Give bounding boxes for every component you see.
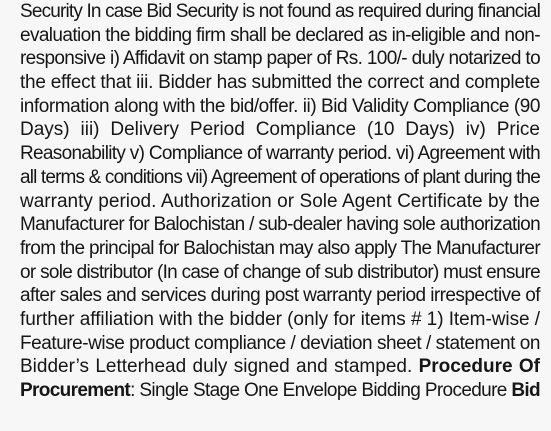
text-segment: Security In case Bid Security is not found as required during financial [20,1,540,22]
text-line [20,284,540,308]
text-segment: information along with the bid/offer. ii) Bid Validity Compliance (90 [20,95,540,117]
bold-heading-segment: Bid [511,380,540,401]
text-line [20,261,540,285]
text-line [20,308,540,332]
text-segment: the effect that iii. Bidder has submitted the correct and complete [20,72,540,94]
text-segment: from the principal for Balochistan may also apply The Manufacturer [20,237,540,259]
text-segment: warranty period. Authorization or Sole Agent Certificate by the [20,190,540,212]
bold-heading-segment: Procurement [20,380,131,401]
bold-heading-segment: Procedure Of [418,356,540,378]
text-line [20,47,540,71]
text-segment: all terms & conditions vii) Agreement of operations of plant during the [20,166,540,188]
text-line [20,379,540,403]
text-line [20,24,540,48]
text-segment: further affiliation with the bidder (only for items # 1) Item-wise / [20,308,540,330]
text-segment: responsive i) Affidavit on stamp paper of Rs. 100/- duly notarized to [20,48,540,70]
text-line [20,71,540,95]
text-segment: or sole distributor (In case of change of sub distributor) must ensure [20,261,540,283]
text-line [20,0,540,24]
text-line [20,237,540,261]
text-segment: after sales and services during post warranty period irrespective of [20,285,540,307]
tender-notice-text [20,0,540,403]
text-segment: Days) iii) Delivery Period Compliance (10 Days) iv) Price [20,119,540,141]
text-segment: Manufacturer for Balochistan / sub-dealer having sole authorization [20,214,540,236]
text-segment: : Single Stage One Envelope Bidding Procedure [130,380,512,401]
text-line [20,213,540,237]
text-line [20,190,540,214]
text-segment: Bidder’s Letterhead duly signed and stamped. [20,356,419,378]
text-line [20,166,540,190]
text-segment: Feature-wise product compliance / deviation sheet / statement on [20,332,540,354]
text-line [20,355,540,379]
text-segment: evaluation the bidding firm shall be declared as in-eligible and non- [20,24,540,46]
text-line [20,95,540,119]
text-line [20,332,540,356]
text-line [20,118,540,142]
text-segment: Reasonability v) Compliance of warranty period. vi) Agreement with [20,143,540,165]
text-line [20,142,540,166]
